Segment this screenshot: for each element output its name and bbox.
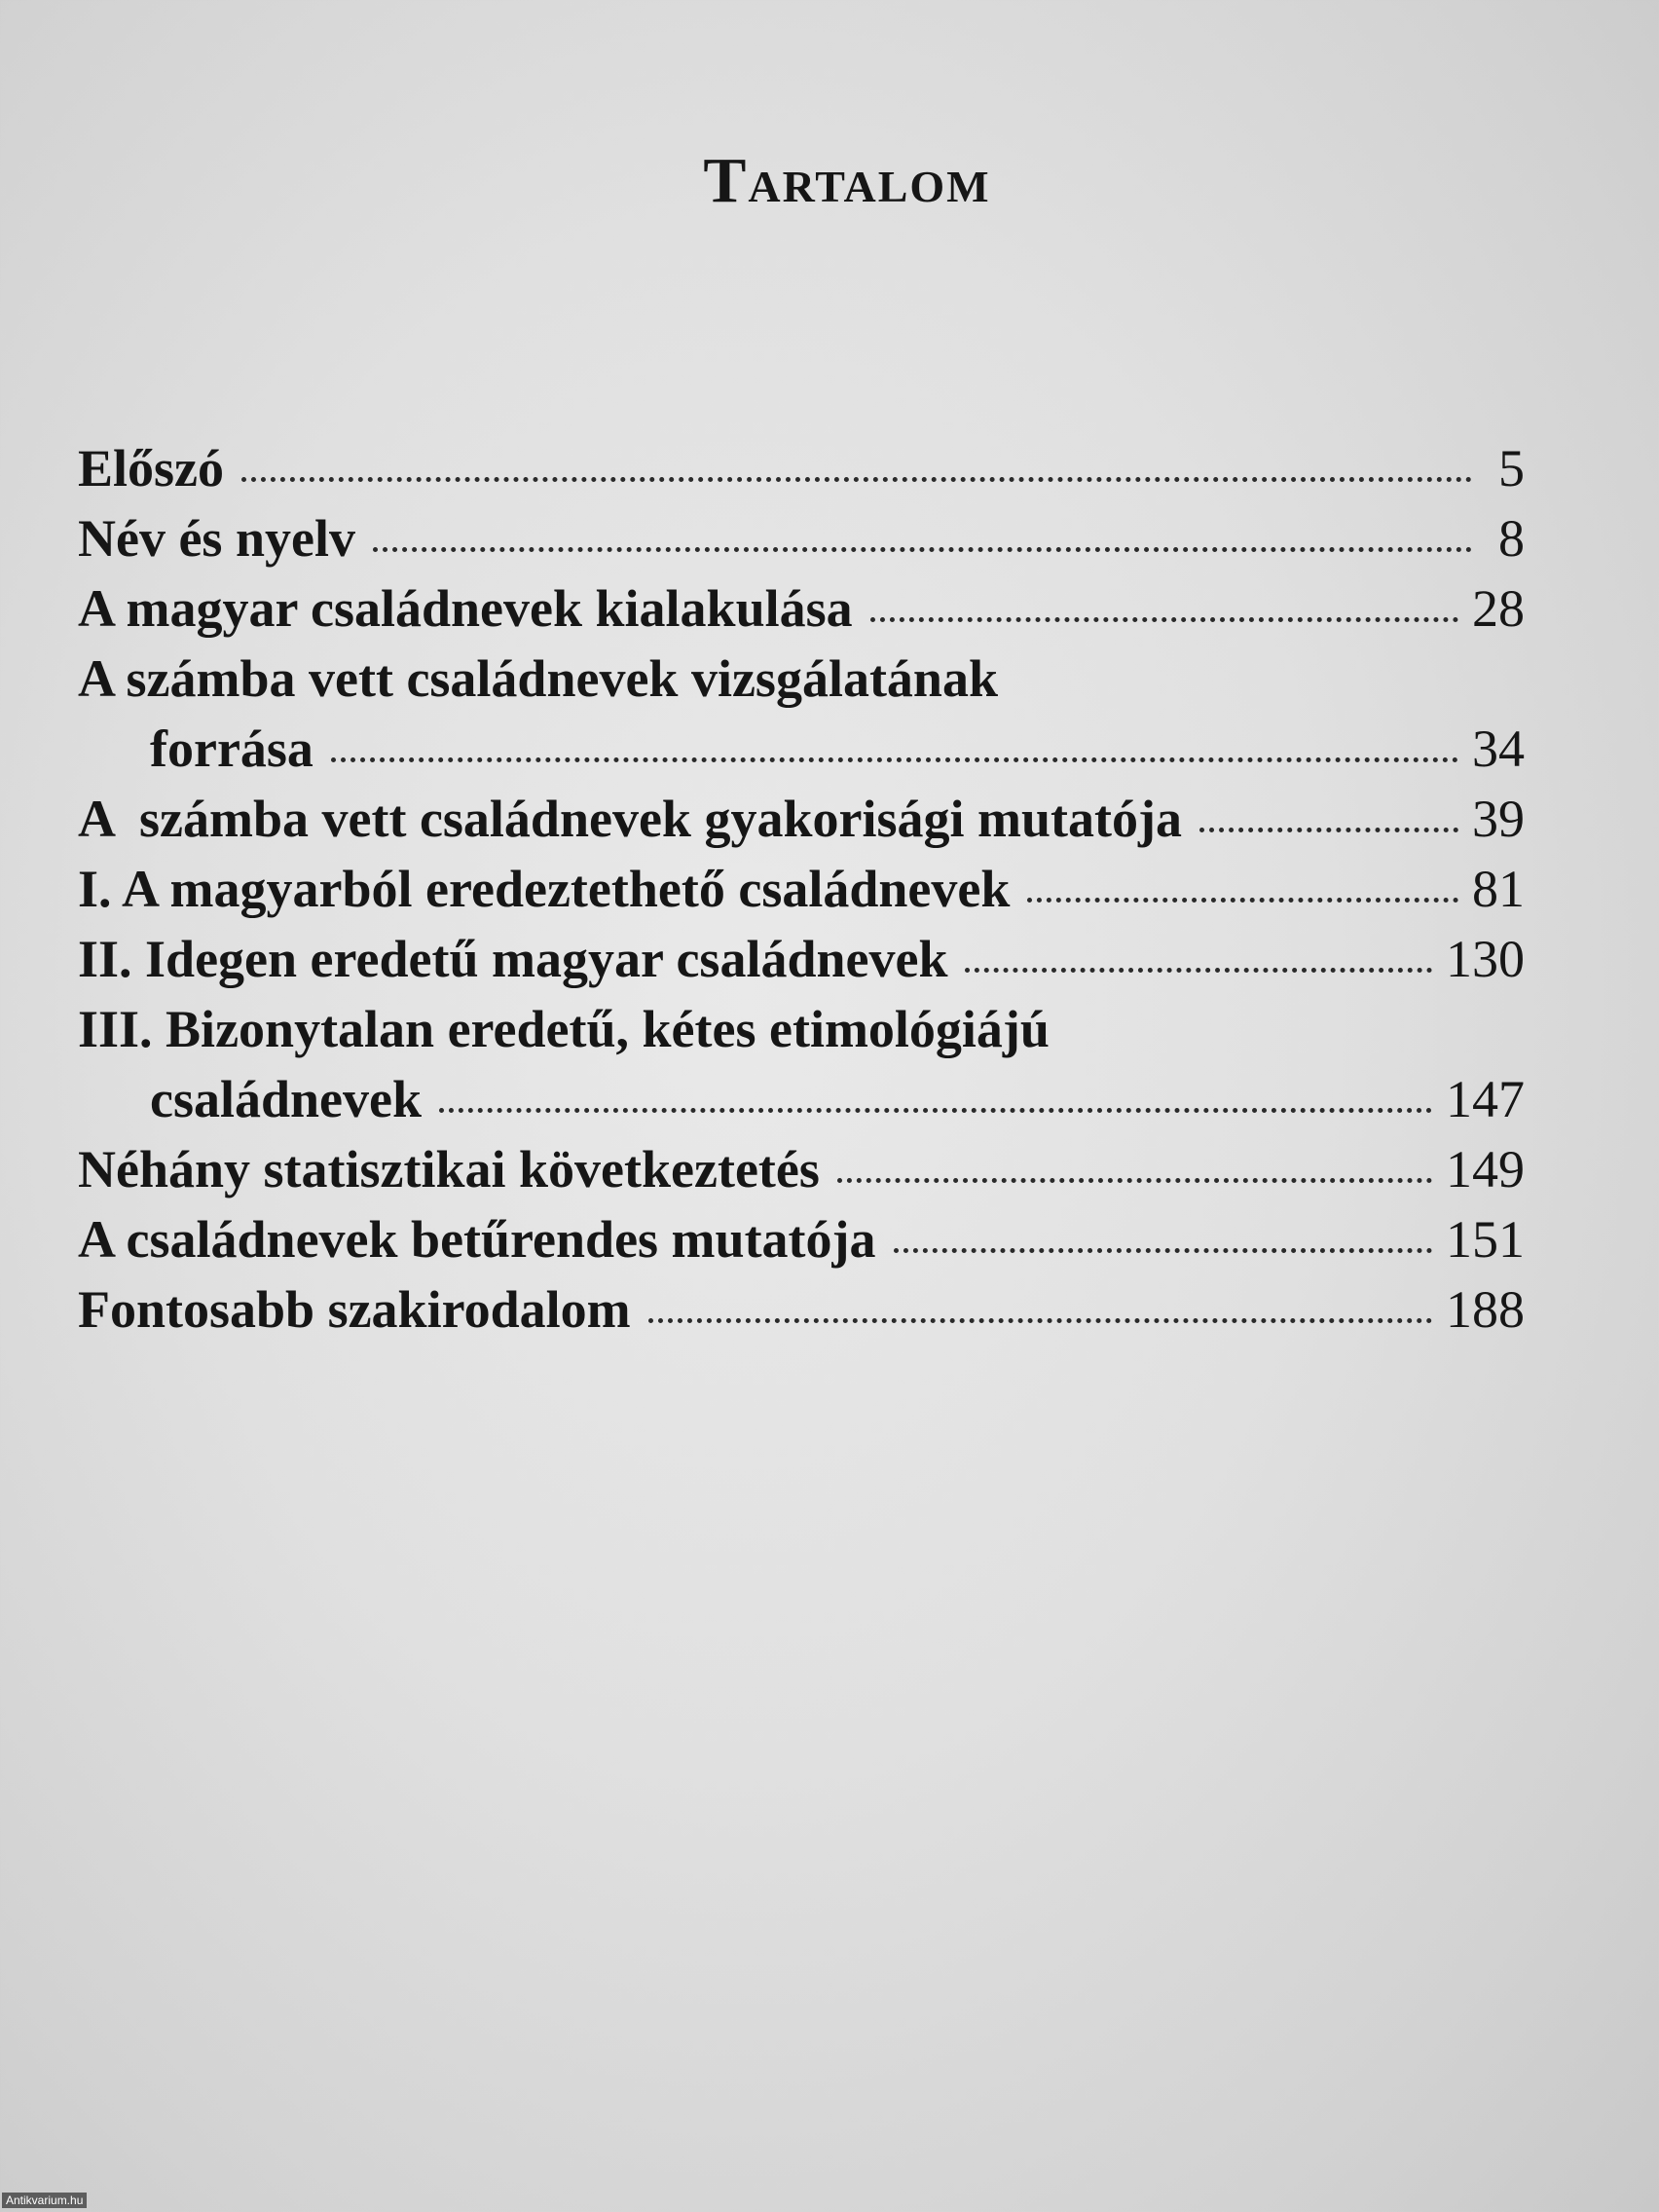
toc-entry-label: A számba vett családnevek gyakorisági mutatója (78, 790, 1182, 848)
dot-leader (837, 1178, 1432, 1183)
toc-entry-label: forrása (150, 719, 313, 778)
toc-entry-label: családnevek (150, 1070, 423, 1128)
dot-leader (648, 1318, 1432, 1323)
toc-entry-label: I. A magyarból eredeztethető családnevek (78, 860, 1011, 918)
toc-entry-szakirodalom (78, 1274, 1525, 1345)
toc-entry-label: Fontosabb szakirodalom (78, 1280, 631, 1339)
page-title: Tartalom (703, 145, 991, 216)
toc-page-number: 151 (1446, 1210, 1525, 1269)
toc-entry-label: Néhány statisztikai következtetés (78, 1140, 820, 1198)
toc-page-number: 147 (1446, 1070, 1525, 1128)
toc-entry-bizonytalan-eredetu (78, 994, 1525, 1134)
toc-entry-beturendes-mutato (78, 1204, 1525, 1274)
toc-entry-label-line1: III. Bizonytalan eredetű, kétes etimológiájú (78, 1000, 1050, 1058)
toc-entry-label: A családnevek betűrendes mutatója (78, 1210, 876, 1269)
toc-entry-label: A magyar családnevek kialakulása (78, 579, 853, 638)
toc-entry-label: II. Idegen eredetű magyar családnevek (78, 930, 948, 988)
dot-leader (1199, 828, 1458, 832)
watermark: Antikvarium.hu (2, 2193, 87, 2208)
toc-entry-gyakorisagi-mutato (78, 784, 1525, 854)
dot-leader (373, 547, 1472, 552)
toc-page-number: 8 (1498, 509, 1525, 568)
dot-leader (965, 968, 1432, 973)
dot-leader (439, 1108, 1432, 1113)
toc-entry-kialakulasa (78, 573, 1525, 644)
toc-entry-label: Név és nyelv (78, 509, 355, 568)
toc-entry-statisztikai (78, 1134, 1525, 1204)
dot-leader (241, 477, 1472, 482)
toc-entry-nev-es-nyelv (78, 503, 1525, 573)
toc-entry-label: Előszó (78, 439, 225, 498)
dot-leader (331, 757, 1458, 762)
toc-entry-label-line1: A számba vett családnevek vizsgálatának (78, 649, 998, 708)
toc-entry-eloszo (78, 433, 1525, 503)
table-of-contents (78, 433, 1525, 1345)
dot-leader (870, 617, 1458, 622)
toc-entry-magyarbol (78, 854, 1525, 924)
toc-page-number: 149 (1446, 1140, 1525, 1198)
dot-leader (1027, 898, 1458, 903)
toc-page-number: 28 (1472, 579, 1525, 638)
toc-page-number: 39 (1472, 790, 1525, 848)
toc-page-number: 130 (1446, 930, 1525, 988)
toc-page-number: 81 (1472, 860, 1525, 918)
toc-page-number: 188 (1446, 1280, 1525, 1339)
toc-entry-forrasa (78, 644, 1525, 784)
toc-entry-idegen-eredetu (78, 924, 1525, 994)
toc-page-number: 34 (1472, 719, 1525, 778)
toc-page-number: 5 (1498, 439, 1525, 498)
dot-leader (894, 1248, 1432, 1253)
